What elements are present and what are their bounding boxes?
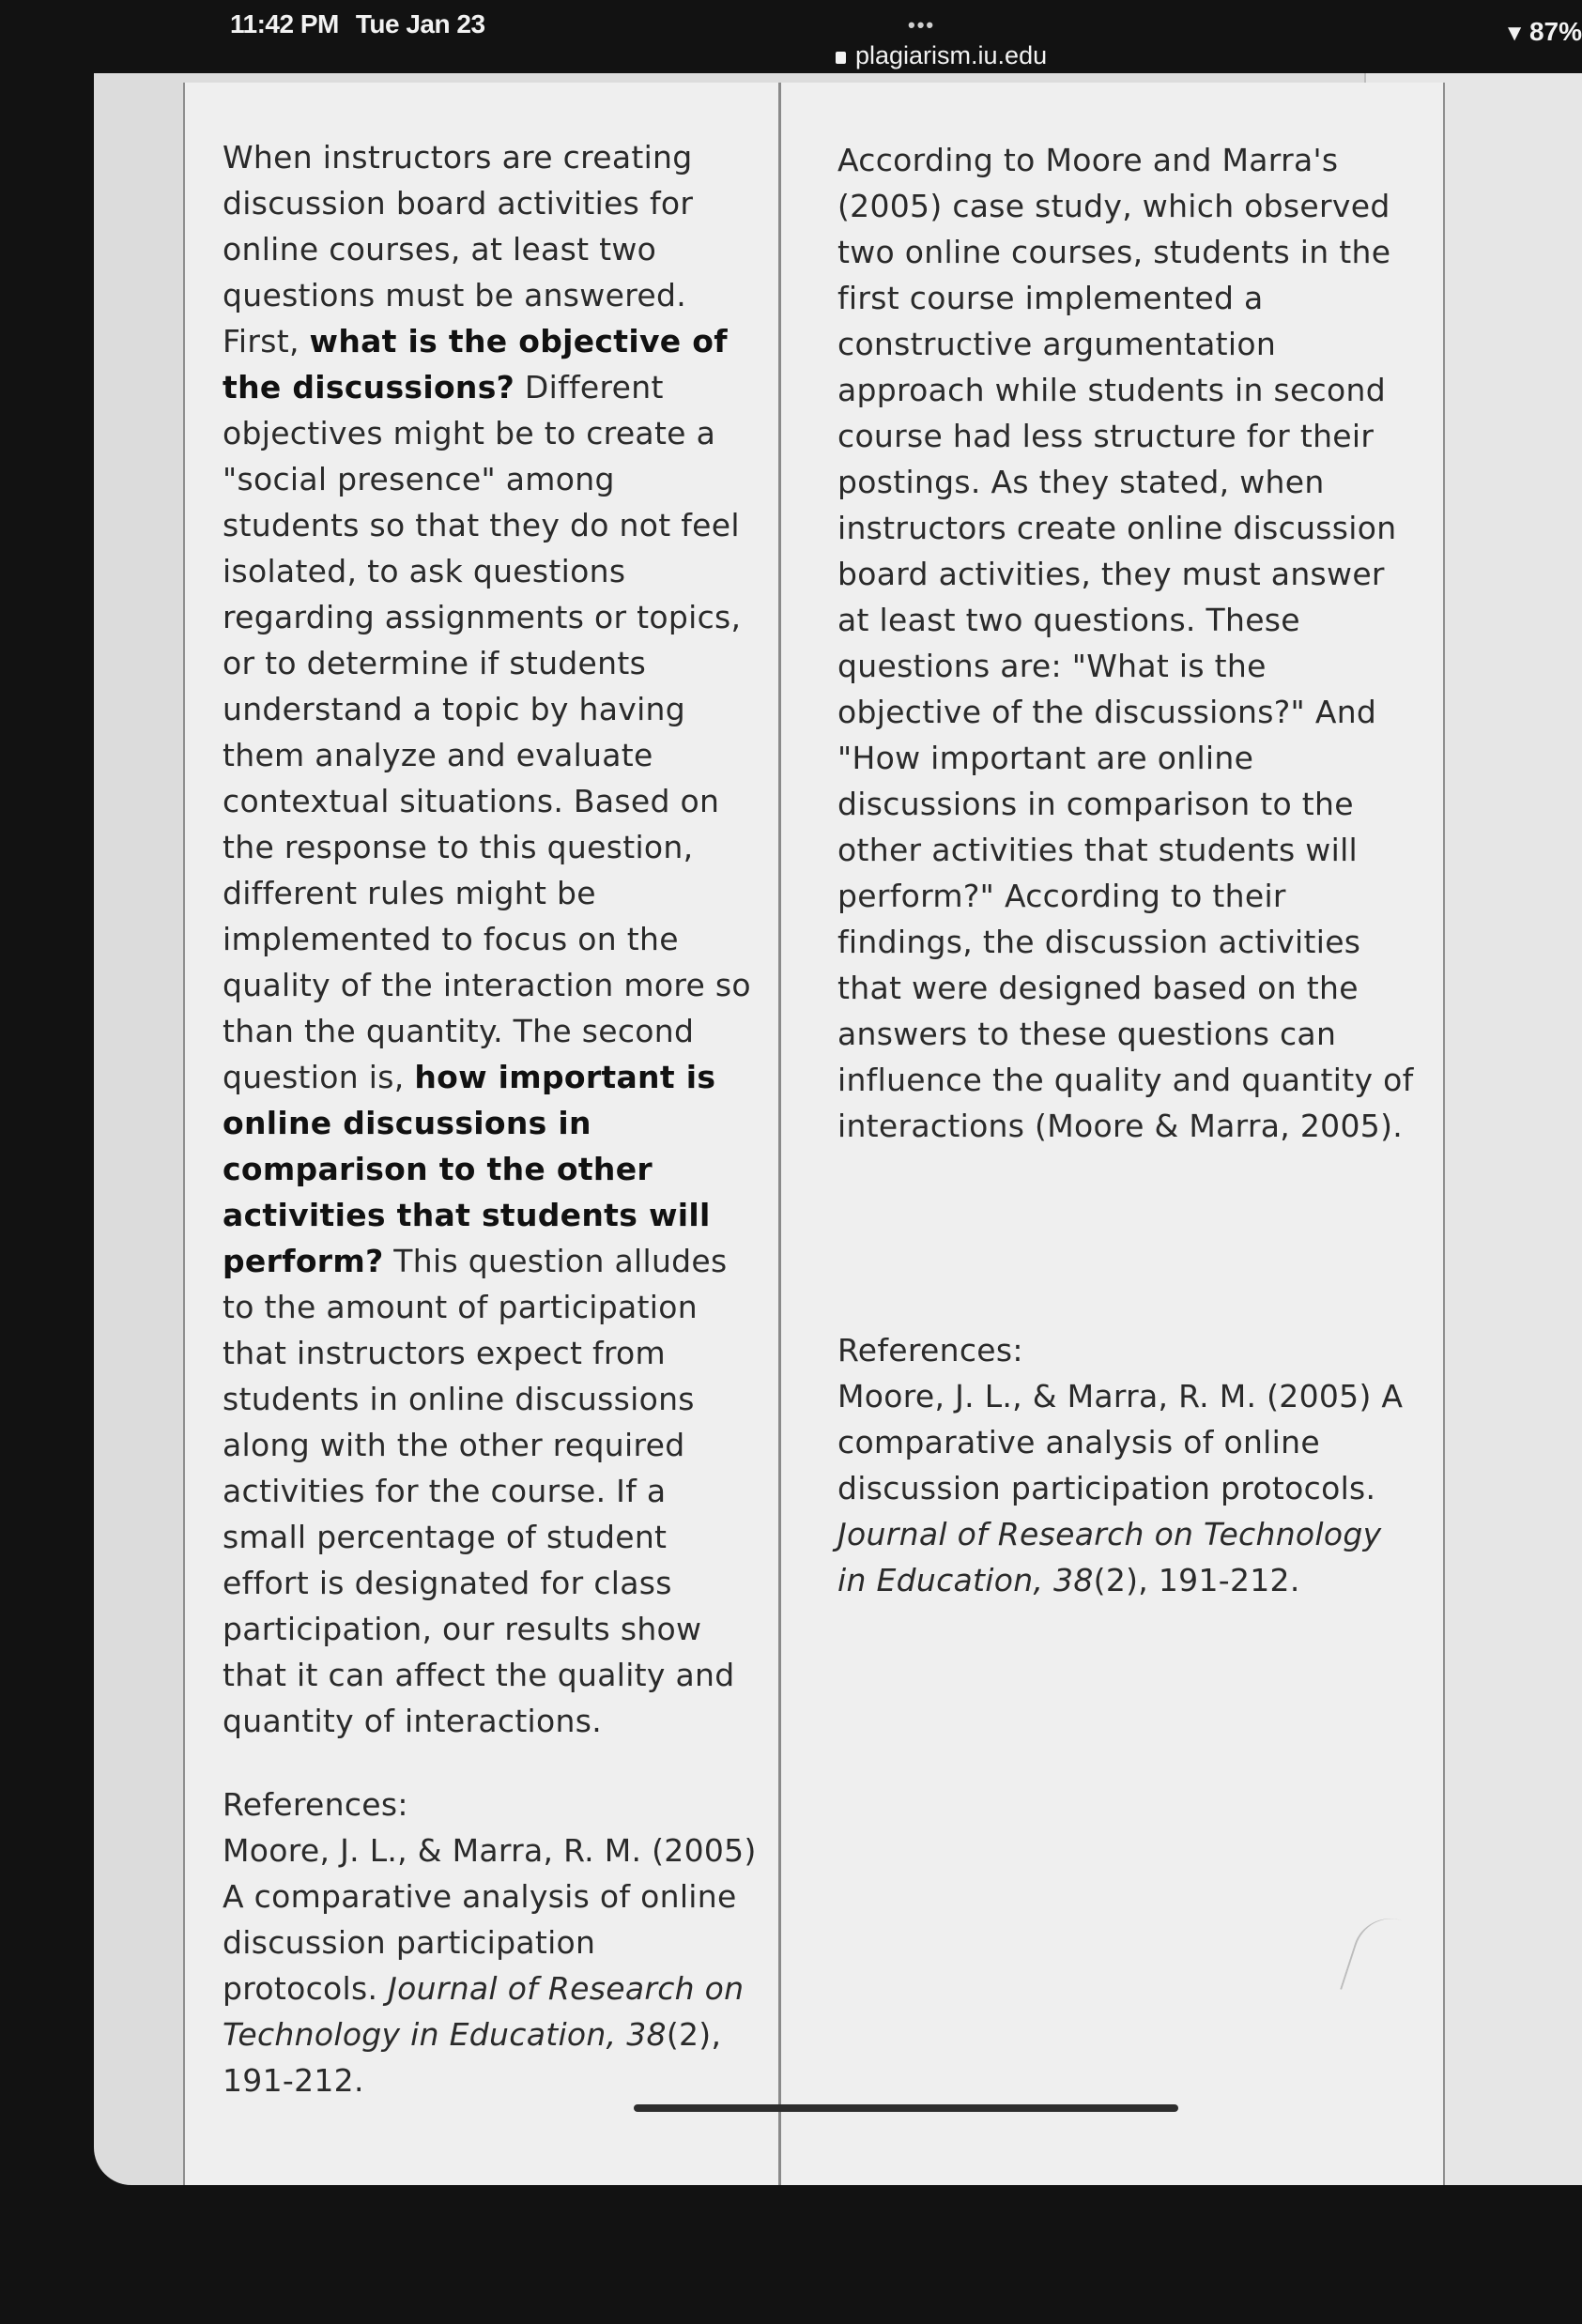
paraphrase-paragraph: According to Moore and Marra's (2005) case study, which observed two online courses, students in the first course implemented a constructive argumentation approach while students in second course had less structure for their postings. As they stated, when instructors create online discussion board activities, they must answer at least two questions. These questions are: "What is the objective of the discussions?" And "How important are online discussions in comparison to the other activities that students will perform?" According to their findings, the discussion activities that were designed based on the answers to these questions can influence the quality and quantity of interactions (Moore & Marra, 2005). — [837, 142, 1414, 1144]
paraphrase-text-column — [781, 83, 1443, 2185]
home-indicator[interactable] — [634, 2104, 1178, 2112]
submitted-paragraph — [223, 134, 760, 1744]
lock-icon — [836, 52, 846, 64]
wifi-icon: ▼ — [1503, 21, 1526, 46]
submitted-text-column — [185, 83, 781, 2185]
more-options-icon[interactable]: ••• — [908, 13, 936, 37]
submitted-text-part: When instructors are creating discussion board activities for online courses, at least two questions must be answered. First, — [223, 139, 694, 359]
battery-level: 87% — [1528, 17, 1582, 46]
clock-date: Tue Jan 23 — [355, 9, 485, 38]
comparison-table — [183, 83, 1445, 2185]
status-bar — [0, 0, 1582, 83]
reference-journal: Journal of Research on Technology in Education, 38 — [223, 1970, 745, 2053]
reference-pages: (2), 191-212. — [1093, 1562, 1300, 1598]
reference-authors: Moore, J. L., & Marra, R. M. (2005) A comparative analysis of online discussion participation protocols. — [223, 1832, 757, 2007]
address-bar[interactable] — [836, 41, 1047, 70]
reference-entry — [223, 1827, 760, 2103]
reference-journal: Journal of Research on Technology in Education, 38 — [837, 1516, 1382, 1598]
submitted-text-part: Different objectives might be to create a "social presence" among students so that they do not feel isolated, to ask questions regarding assignments or topics, or to determine if students understand a topic by having them analyze and evaluate contextual situations. Based on the response to this question, different rules might be implemented to focus on the quality of the interaction more so than the quantity. The second question is, — [223, 369, 751, 1095]
reference-authors: Moore, J. L., & Marra, R. M. (2005) A comparative analysis of online discussion participation protocols. — [837, 1378, 1404, 1506]
clock-time: 11:42 PM — [230, 9, 339, 38]
url-text: plagiarism.iu.edu — [855, 41, 1048, 69]
status-indicators — [1503, 17, 1582, 47]
submitted-text-part: This question alludes to the amount of participation that instructors expect from students in online discussions along with the other required activities for the course. If a small percentage of student effort is designated for class participation, our results show that it can affect the quality and quantity of interactions. — [223, 1243, 735, 1739]
references-heading: References: — [223, 1786, 408, 1823]
submitted-question-1: what is the objective of the discussions? — [223, 323, 728, 405]
web-page — [94, 73, 1582, 2185]
reference-entry — [837, 1373, 1415, 1603]
references-heading: References: — [837, 1332, 1023, 1368]
submitted-references — [223, 1781, 760, 2103]
status-time — [230, 9, 485, 39]
submitted-question-2: how important is online discussions in comparison to the other activities that students will perform? — [223, 1059, 716, 1279]
paraphrase-references — [837, 1327, 1415, 1603]
reference-pages: (2), 191-212. — [223, 2016, 722, 2099]
